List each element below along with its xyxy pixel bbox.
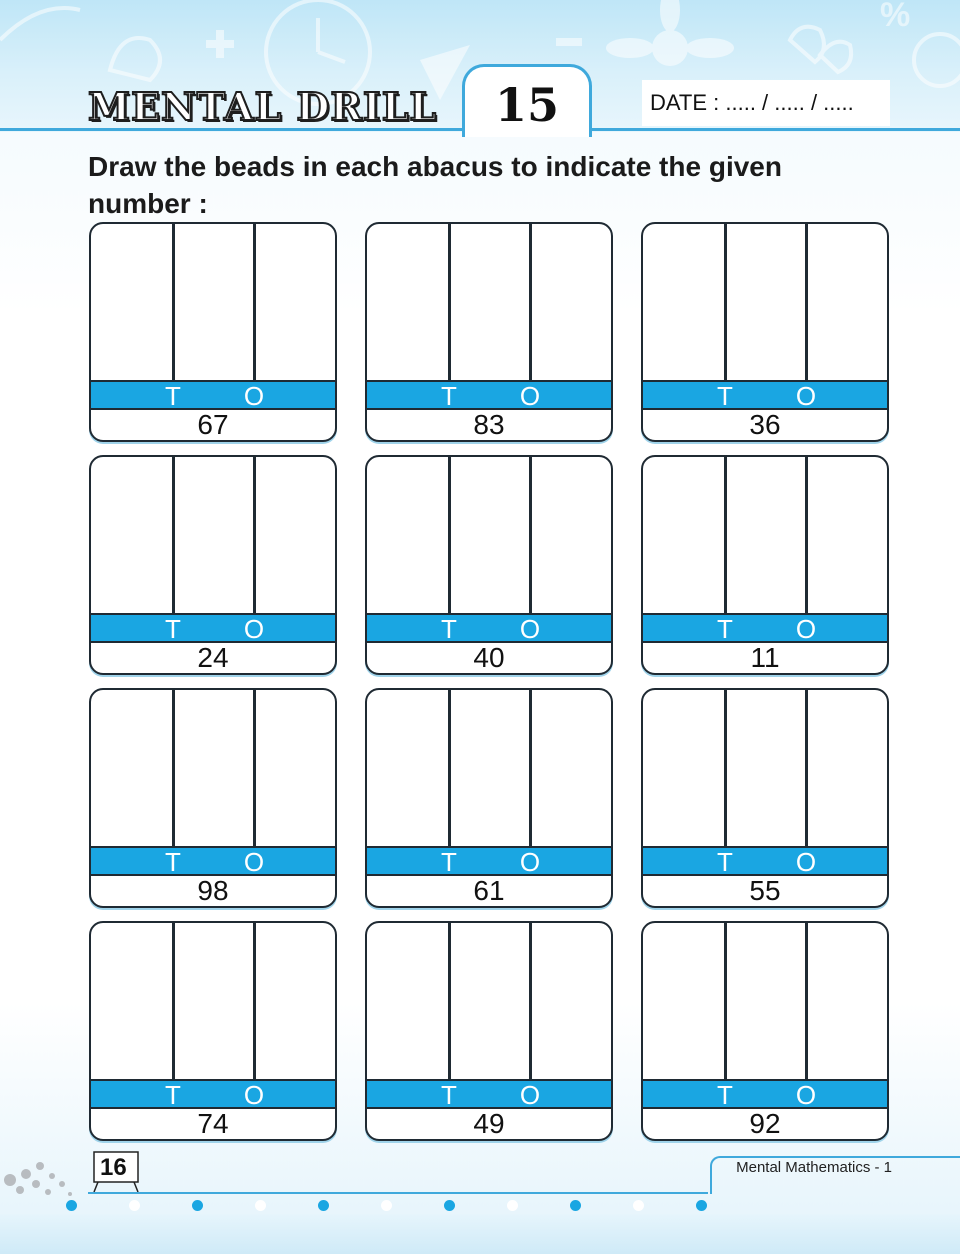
footer-dot: [696, 1200, 707, 1211]
place-value-bar: [643, 380, 887, 410]
decorative-dots-icon: [0, 1140, 90, 1200]
footer-dot: [66, 1200, 77, 1211]
date-field[interactable]: DATE : ..... / ..... / .....: [650, 90, 854, 115]
tens-label: T: [441, 381, 457, 411]
ones-label: O: [243, 614, 265, 644]
tens-label: T: [717, 1080, 733, 1110]
tens-label: T: [165, 1080, 181, 1110]
abacus-number: 24: [197, 642, 229, 673]
abacus-card[interactable]: [365, 222, 613, 442]
footer-divider: [88, 1192, 708, 1194]
tens-label: T: [165, 381, 181, 411]
abacus-rod-tens: [724, 923, 727, 1079]
tens-label: T: [717, 381, 733, 411]
ones-label: O: [243, 381, 265, 411]
abacus-number: 40: [473, 642, 505, 673]
abacus-rod-ones: [253, 457, 256, 613]
place-value-bar: [367, 846, 611, 876]
abacus-rod-ones: [529, 457, 532, 613]
ones-label: O: [519, 614, 541, 644]
abacus-number: 74: [197, 1108, 229, 1139]
abacus-rod-tens: [448, 690, 451, 846]
abacus-rod-ones: [805, 690, 808, 846]
page-title: MENTAL DRILL: [88, 84, 438, 129]
abacus-number: 55: [749, 875, 781, 906]
place-value-bar: [643, 1079, 887, 1109]
footer-dot: [444, 1200, 455, 1211]
abacus-card[interactable]: [365, 688, 613, 908]
abacus-number: 92: [749, 1108, 781, 1139]
abacus-rod-tens: [724, 457, 727, 613]
drill-number-tab: [462, 64, 592, 137]
footer-dot: [129, 1200, 140, 1211]
abacus-number: 61: [473, 875, 505, 906]
abacus-rod-ones: [253, 224, 256, 380]
abacus-rod-tens: [448, 923, 451, 1079]
abacus-number: 36: [749, 409, 781, 440]
svg-text:%: %: [880, 0, 911, 34]
place-value-bar: [367, 380, 611, 410]
footer-dot: [318, 1200, 329, 1211]
date-box: [642, 80, 890, 126]
page-number: 16: [100, 1154, 127, 1181]
abacus-rod-ones: [805, 224, 808, 380]
abacus-card[interactable]: [365, 921, 613, 1141]
ones-label: O: [519, 381, 541, 411]
abacus-card[interactable]: [89, 222, 337, 442]
footer-dot: [633, 1200, 644, 1211]
ones-label: O: [795, 847, 817, 877]
tens-label: T: [717, 847, 733, 877]
place-value-bar: [367, 1079, 611, 1109]
abacus-rod-ones: [529, 690, 532, 846]
ones-label: O: [519, 1080, 541, 1110]
tens-label: T: [441, 614, 457, 644]
footer-dots: [0, 1196, 960, 1216]
abacus-number: 49: [473, 1108, 505, 1139]
abacus-rod-ones: [529, 923, 532, 1079]
tens-label: T: [717, 614, 733, 644]
abacus-card[interactable]: [641, 455, 889, 675]
place-value-bar: [643, 613, 887, 643]
abacus-card[interactable]: [365, 455, 613, 675]
abacus-rod-tens: [724, 224, 727, 380]
instruction-text: Draw the beads in each abacus to indicate the given number :: [88, 151, 782, 219]
tens-label: T: [441, 1080, 457, 1110]
abacus-rod-ones: [253, 923, 256, 1079]
abacus-card[interactable]: [89, 455, 337, 675]
abacus-rod-tens: [172, 457, 175, 613]
page-number-box: [90, 1150, 142, 1190]
ones-label: O: [243, 847, 265, 877]
tens-label: T: [165, 614, 181, 644]
abacus-rod-tens: [724, 690, 727, 846]
abacus-rod-ones: [253, 690, 256, 846]
abacus-rod-tens: [448, 224, 451, 380]
book-title: Mental Mathematics - 1: [736, 1159, 892, 1176]
footer-dot: [381, 1200, 392, 1211]
abacus-number: 11: [750, 642, 780, 673]
abacus-card[interactable]: [641, 688, 889, 908]
place-value-bar: [643, 846, 887, 876]
tens-label: T: [165, 847, 181, 877]
abacus-card[interactable]: [89, 921, 337, 1141]
footer-dot: [570, 1200, 581, 1211]
abacus-rod-ones: [529, 224, 532, 380]
abacus-rod-tens: [172, 923, 175, 1079]
abacus-rod-tens: [448, 457, 451, 613]
footer-dot: [192, 1200, 203, 1211]
ones-label: O: [795, 381, 817, 411]
ones-label: O: [795, 1080, 817, 1110]
place-value-bar: [91, 380, 335, 410]
abacus-card[interactable]: [89, 688, 337, 908]
abacus-number: 83: [473, 409, 505, 440]
place-value-bar: [91, 846, 335, 876]
abacus-rod-tens: [172, 690, 175, 846]
bottom-band: [0, 1214, 960, 1254]
abacus-number: 67: [197, 409, 229, 440]
abacus-card[interactable]: [641, 222, 889, 442]
place-value-bar: [91, 1079, 335, 1109]
place-value-bar: [367, 613, 611, 643]
abacus-rod-ones: [805, 923, 808, 1079]
ones-label: O: [795, 614, 817, 644]
ones-label: O: [519, 847, 541, 877]
place-value-bar: [91, 613, 335, 643]
abacus-card[interactable]: [641, 921, 889, 1141]
abacus-rod-tens: [172, 224, 175, 380]
drill-number: 15: [494, 78, 559, 132]
ones-label: O: [243, 1080, 265, 1110]
tens-label: T: [441, 847, 457, 877]
footer-dot: [255, 1200, 266, 1211]
footer-dot: [507, 1200, 518, 1211]
abacus-rod-ones: [805, 457, 808, 613]
abacus-number: 98: [197, 875, 229, 906]
